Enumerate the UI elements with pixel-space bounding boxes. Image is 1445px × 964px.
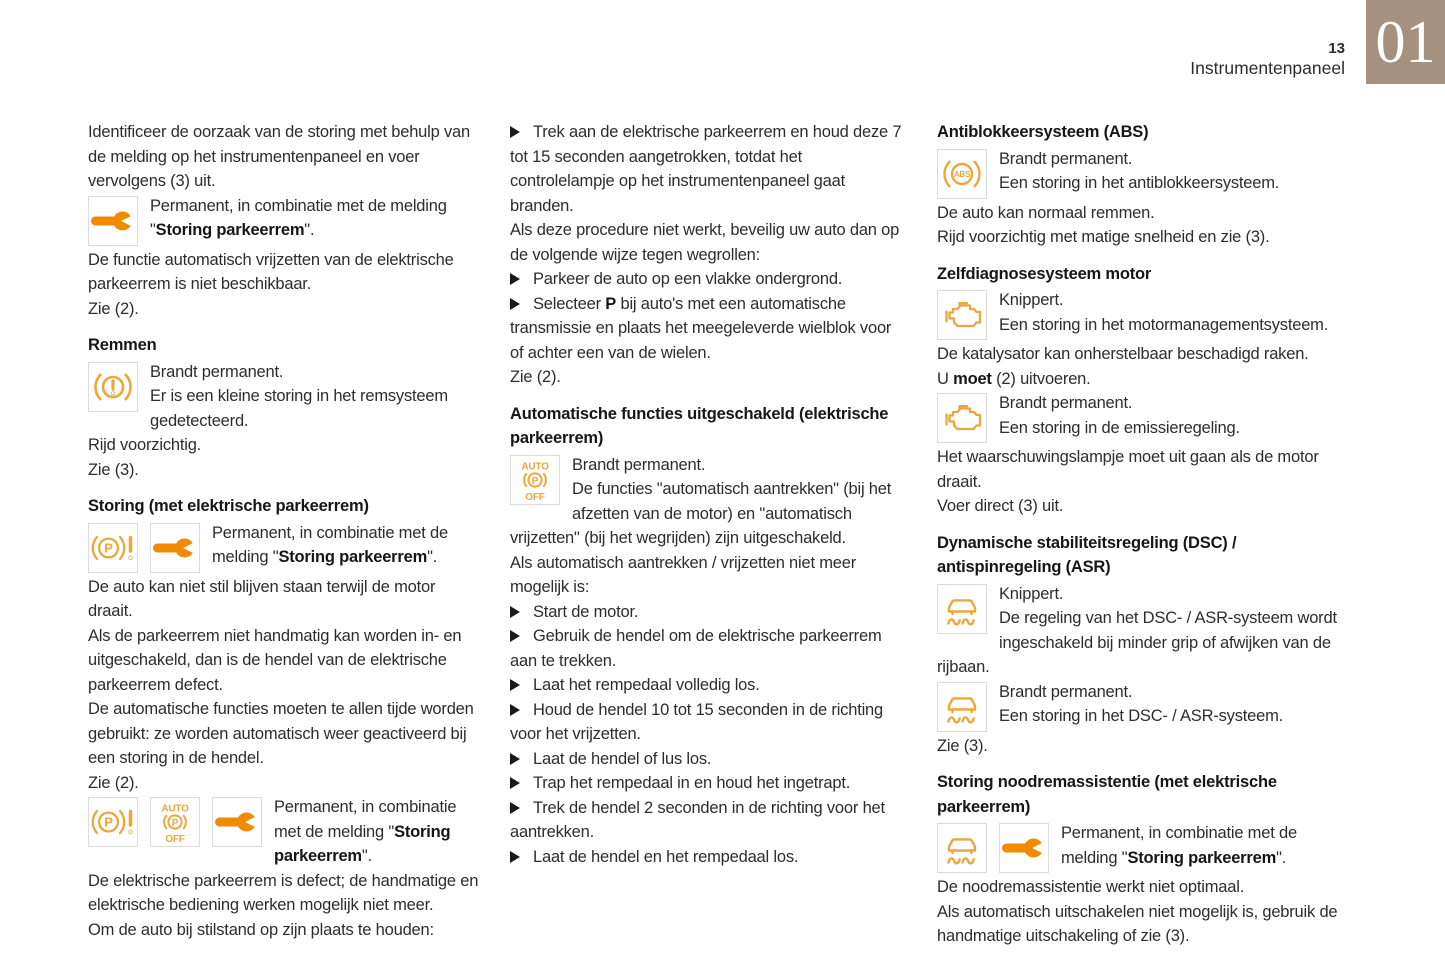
warning-item [937, 680, 1354, 734]
instruction-bullet [510, 624, 906, 673]
svg-text:ABS: ABS [953, 169, 971, 179]
warning-item [937, 391, 1354, 445]
text-segment: Een storing in het motormanagementsysteem. [999, 315, 1329, 334]
svg-text:AUTO: AUTO [521, 461, 549, 472]
column-1 [88, 120, 479, 949]
text-segment: melding " [1061, 848, 1128, 867]
abs-icon [937, 149, 987, 199]
text-segment: Een storing in het DSC- / ASR-systeem. [999, 707, 1284, 725]
text-segment: Selecteer [533, 294, 606, 313]
paragraph [88, 869, 479, 918]
paragraph [88, 575, 479, 624]
text-segment: moet [953, 369, 992, 388]
dsc-asr-icon [937, 584, 987, 634]
text-segment: Trek de hendel 2 seconden in de richting voor het aantrekken. [510, 798, 885, 841]
section-heading: Automatische functies uitgeschakeld (elektrische parkeerrem) [510, 404, 889, 447]
text-segment: Trek aan de elektrische parkeerrem en houd deze 7 tot 15 seconden aangetrokken, totdat het controlelampje op het instrumentenpaneel gaat branden. [510, 123, 902, 215]
section-heading: Antiblokkeersysteem (ABS) [937, 123, 1149, 141]
instruction-bullet [510, 292, 906, 366]
text-segment: Brandt permanent. [999, 149, 1133, 168]
text-segment: Identificeer de oorzaak van de storing met behulp van de melding op het instrumentenpaneel en voer vervolgens (3) uit. [88, 123, 470, 190]
text-segment: De noodremassistentie werkt niet optimaal. [937, 878, 1245, 896]
wrench-icon [212, 797, 262, 847]
text-segment: P [605, 294, 617, 313]
text-segment: ". [304, 221, 315, 239]
warning-item [88, 360, 479, 434]
text-segment: Zie (2). [88, 773, 139, 792]
text-segment: De katalysator kan onherstelbaar beschadigd raken. [937, 345, 1309, 363]
text-segment: U [937, 369, 954, 388]
svg-text:P: P [104, 814, 113, 830]
bullet-arrow-icon [510, 630, 520, 642]
bullet-arrow-icon [510, 126, 520, 138]
bullet-arrow-icon [510, 704, 520, 716]
text-segment: Gebruik de hendel om de elektrische parkeerrem aan te trekken. [510, 627, 882, 670]
instruction-bullet [510, 796, 906, 845]
bullet-arrow-icon [510, 777, 520, 789]
paragraph [937, 734, 1354, 759]
text-segment: Permanent, in combinatie met de melding " [212, 523, 448, 566]
text-segment: ". [361, 847, 372, 865]
section-heading: Remmen [88, 336, 157, 354]
bullet-arrow-icon [510, 273, 520, 285]
column-2 [510, 120, 906, 949]
paragraph [510, 218, 906, 267]
chapter-number: 01 [1375, 9, 1436, 75]
bullet-arrow-icon [510, 606, 520, 618]
wrench-icon [150, 523, 200, 573]
text-segment: Zie (3). [88, 460, 139, 479]
text-segment: Permanent, in combinatie met de [1061, 824, 1297, 842]
bullet-arrow-icon [510, 802, 520, 814]
text-segment: Laat de hendel en het rempedaal los. [533, 847, 799, 866]
text-segment: Als automatisch uitschakelen niet mogelijk is, gebruik de handmatige uitschakeling of zie (3). [937, 902, 1338, 945]
warning-item [510, 453, 906, 551]
auto-parking-off-icon [510, 455, 560, 505]
instruction-bullet [510, 267, 906, 292]
page-number: 13 [1328, 40, 1345, 57]
text-segment: Parkeer de auto op een vlakke ondergrond. [533, 270, 843, 288]
text-segment: Laat het rempedaal volledig los. [533, 676, 760, 694]
paragraph [937, 445, 1354, 494]
svg-text:P: P [531, 475, 539, 487]
text-segment: Rijd voorzichtig met matige snelheid en zie (3). [937, 228, 1270, 246]
text-segment: Als automatisch aantrekken / vrijzetten niet meer mogelijk is: [510, 553, 857, 596]
text-segment: De automatische functies moeten te allen tijde worden gebruikt: ze worden automatisch weer geactiveerd bij een storing in de hendel. [88, 700, 474, 767]
paragraph [88, 297, 479, 322]
svg-text:AUTO: AUTO [161, 803, 189, 815]
paragraph [88, 458, 479, 483]
paragraph [88, 771, 479, 796]
wrench-icon [999, 823, 1049, 873]
text-segment: Brandt permanent. [572, 455, 706, 474]
brake-parking-fault-icon [88, 797, 138, 847]
text-segment: Zie (3). [937, 736, 988, 755]
text-segment: Een storing in het antiblokkeersysteem. [999, 174, 1280, 192]
chapter-tab [1366, 0, 1445, 84]
text-segment: Knippert. [999, 291, 1064, 309]
text-segment: Trap het rempedaal in en houd het ingetrapt. [533, 774, 851, 792]
instruction-bullet [510, 771, 906, 796]
bullet-arrow-icon [510, 753, 520, 765]
text-segment: Als de parkeerrem niet handmatig kan worden in- en uitgeschakeld, dan is de hendel van de elektrische parkeerrem defect. [88, 626, 462, 694]
text-segment: Storing parkeerrem [1127, 848, 1277, 867]
instruction-bullet [510, 747, 906, 772]
paragraph [937, 900, 1354, 949]
section-heading: Storing noodremassistentie (met elektrische parkeerrem) [937, 773, 1277, 816]
text-segment: (2) uitvoeren. [991, 369, 1091, 388]
svg-text:OFF: OFF [165, 834, 185, 845]
warning-item [937, 582, 1354, 680]
paragraph [937, 225, 1354, 250]
engine-icon [937, 393, 987, 443]
paragraph [510, 365, 906, 390]
bullet-arrow-icon [510, 851, 520, 863]
text-segment: Permanent, in combinatie met de melding " [274, 798, 457, 841]
warning-item [937, 821, 1354, 875]
text-segment: Permanent, in combinatie met de melding " [150, 196, 447, 239]
instruction-bullet [510, 845, 906, 870]
text-segment: Laat de hendel of lus los. [533, 749, 712, 768]
page-header [1190, 40, 1345, 79]
instruction-bullet [510, 673, 906, 698]
text-segment: Als deze procedure niet werkt, beveilig uw auto dan op de volgende wijze tegen wegrollen: [510, 221, 900, 264]
instruction-bullet [510, 698, 906, 747]
text-segment: Brandt permanent. [999, 682, 1133, 701]
text-segment: De functie automatisch vrijzetten van de elektrische parkeerrem is niet beschikbaar. [88, 250, 454, 293]
text-segment: Knippert. [999, 584, 1064, 603]
paragraph [88, 120, 479, 194]
column-3 [937, 120, 1354, 949]
section-heading: Storing (met elektrische parkeerrem) [88, 497, 369, 515]
text-segment: De auto kan normaal remmen. [937, 203, 1155, 222]
text-segment: Zie (2). [88, 299, 139, 318]
page-title: Instrumentenpaneel [1190, 58, 1345, 78]
brake-warning-icon [88, 362, 138, 412]
text-segment: Zie (2). [510, 368, 561, 386]
paragraph [88, 697, 479, 771]
warning-item [937, 288, 1354, 342]
bullet-arrow-icon [510, 679, 520, 691]
brake-parking-fault-icon [88, 523, 138, 573]
text-segment: Er is een kleine storing in het remsysteem gedetecteerd. [150, 387, 448, 430]
section-heading: Dynamische stabiliteitsregeling (DSC) / antispinregeling (ASR) [937, 533, 1237, 576]
warning-item [88, 795, 479, 869]
text-segment: Brandt permanent. [150, 362, 284, 381]
paragraph [937, 342, 1354, 367]
text-segment: Brandt permanent. [999, 394, 1133, 412]
text-segment: Het waarschuwingslampje moet uit gaan als de motor draait. [937, 448, 1319, 491]
instruction-bullet [510, 600, 906, 625]
text-segment: De auto kan niet stil blijven staan terwijl de motor draait. [88, 577, 436, 620]
paragraph [88, 624, 479, 698]
text-segment: ". [427, 548, 438, 566]
section-heading: Zelfdiagnosesysteem motor [937, 264, 1152, 283]
text-segment: De functies "automatisch aantrekken" (bij het afzetten van de motor) en "automatisch vrijzetten" (bij het wegrijden) zijn uitgeschakeld. [510, 480, 892, 547]
paragraph [88, 433, 479, 458]
manual-columns [88, 120, 1354, 949]
paragraph [510, 551, 906, 600]
text-segment: Houd de hendel 10 tot 15 seconden in de richting voor het vrijzetten. [510, 700, 884, 743]
svg-text:OFF: OFF [525, 491, 545, 503]
text-segment: Om de auto bij stilstand op zijn plaats te houden: [88, 920, 434, 939]
text-segment: bij auto's met een automatische transmissie en plaats het meegeleverde wielblok voor of achter een van de wielen. [510, 294, 892, 362]
warning-item [88, 194, 479, 248]
bullet-arrow-icon [510, 298, 520, 310]
text-segment: De regeling van het DSC- / ASR-systeem wordt ingeschakeld bij minder grip of afwijken van de rijbaan. [937, 609, 1337, 676]
auto-parking-off-icon [150, 797, 200, 847]
text-segment: Start de motor. [533, 602, 639, 621]
text-segment: De elektrische parkeerrem is defect; de handmatige en elektrische bediening werken mogelijk niet meer. [88, 871, 479, 914]
paragraph [937, 367, 1354, 392]
dsc-asr-icon [937, 682, 987, 732]
text-segment: ". [1276, 848, 1287, 867]
text-segment: Storing parkeerrem [274, 822, 451, 865]
instruction-bullet [510, 120, 906, 218]
dsc-asr-icon [937, 823, 987, 873]
paragraph [937, 201, 1354, 226]
warning-item [88, 521, 479, 575]
paragraph [937, 494, 1354, 519]
svg-text:P: P [104, 540, 113, 556]
warning-item [937, 147, 1354, 201]
wrench-icon [88, 196, 138, 246]
text-segment: Een storing in de emissieregeling. [999, 418, 1240, 437]
text-segment: Voer direct (3) uit. [937, 497, 1064, 515]
paragraph [937, 875, 1354, 900]
paragraph [88, 248, 479, 297]
svg-text:P: P [171, 817, 179, 829]
text-segment: Storing parkeerrem [155, 221, 305, 239]
text-segment: Storing parkeerrem [278, 548, 428, 566]
engine-icon [937, 290, 987, 340]
paragraph [88, 918, 479, 943]
text-segment: Rijd voorzichtig. [88, 436, 202, 454]
